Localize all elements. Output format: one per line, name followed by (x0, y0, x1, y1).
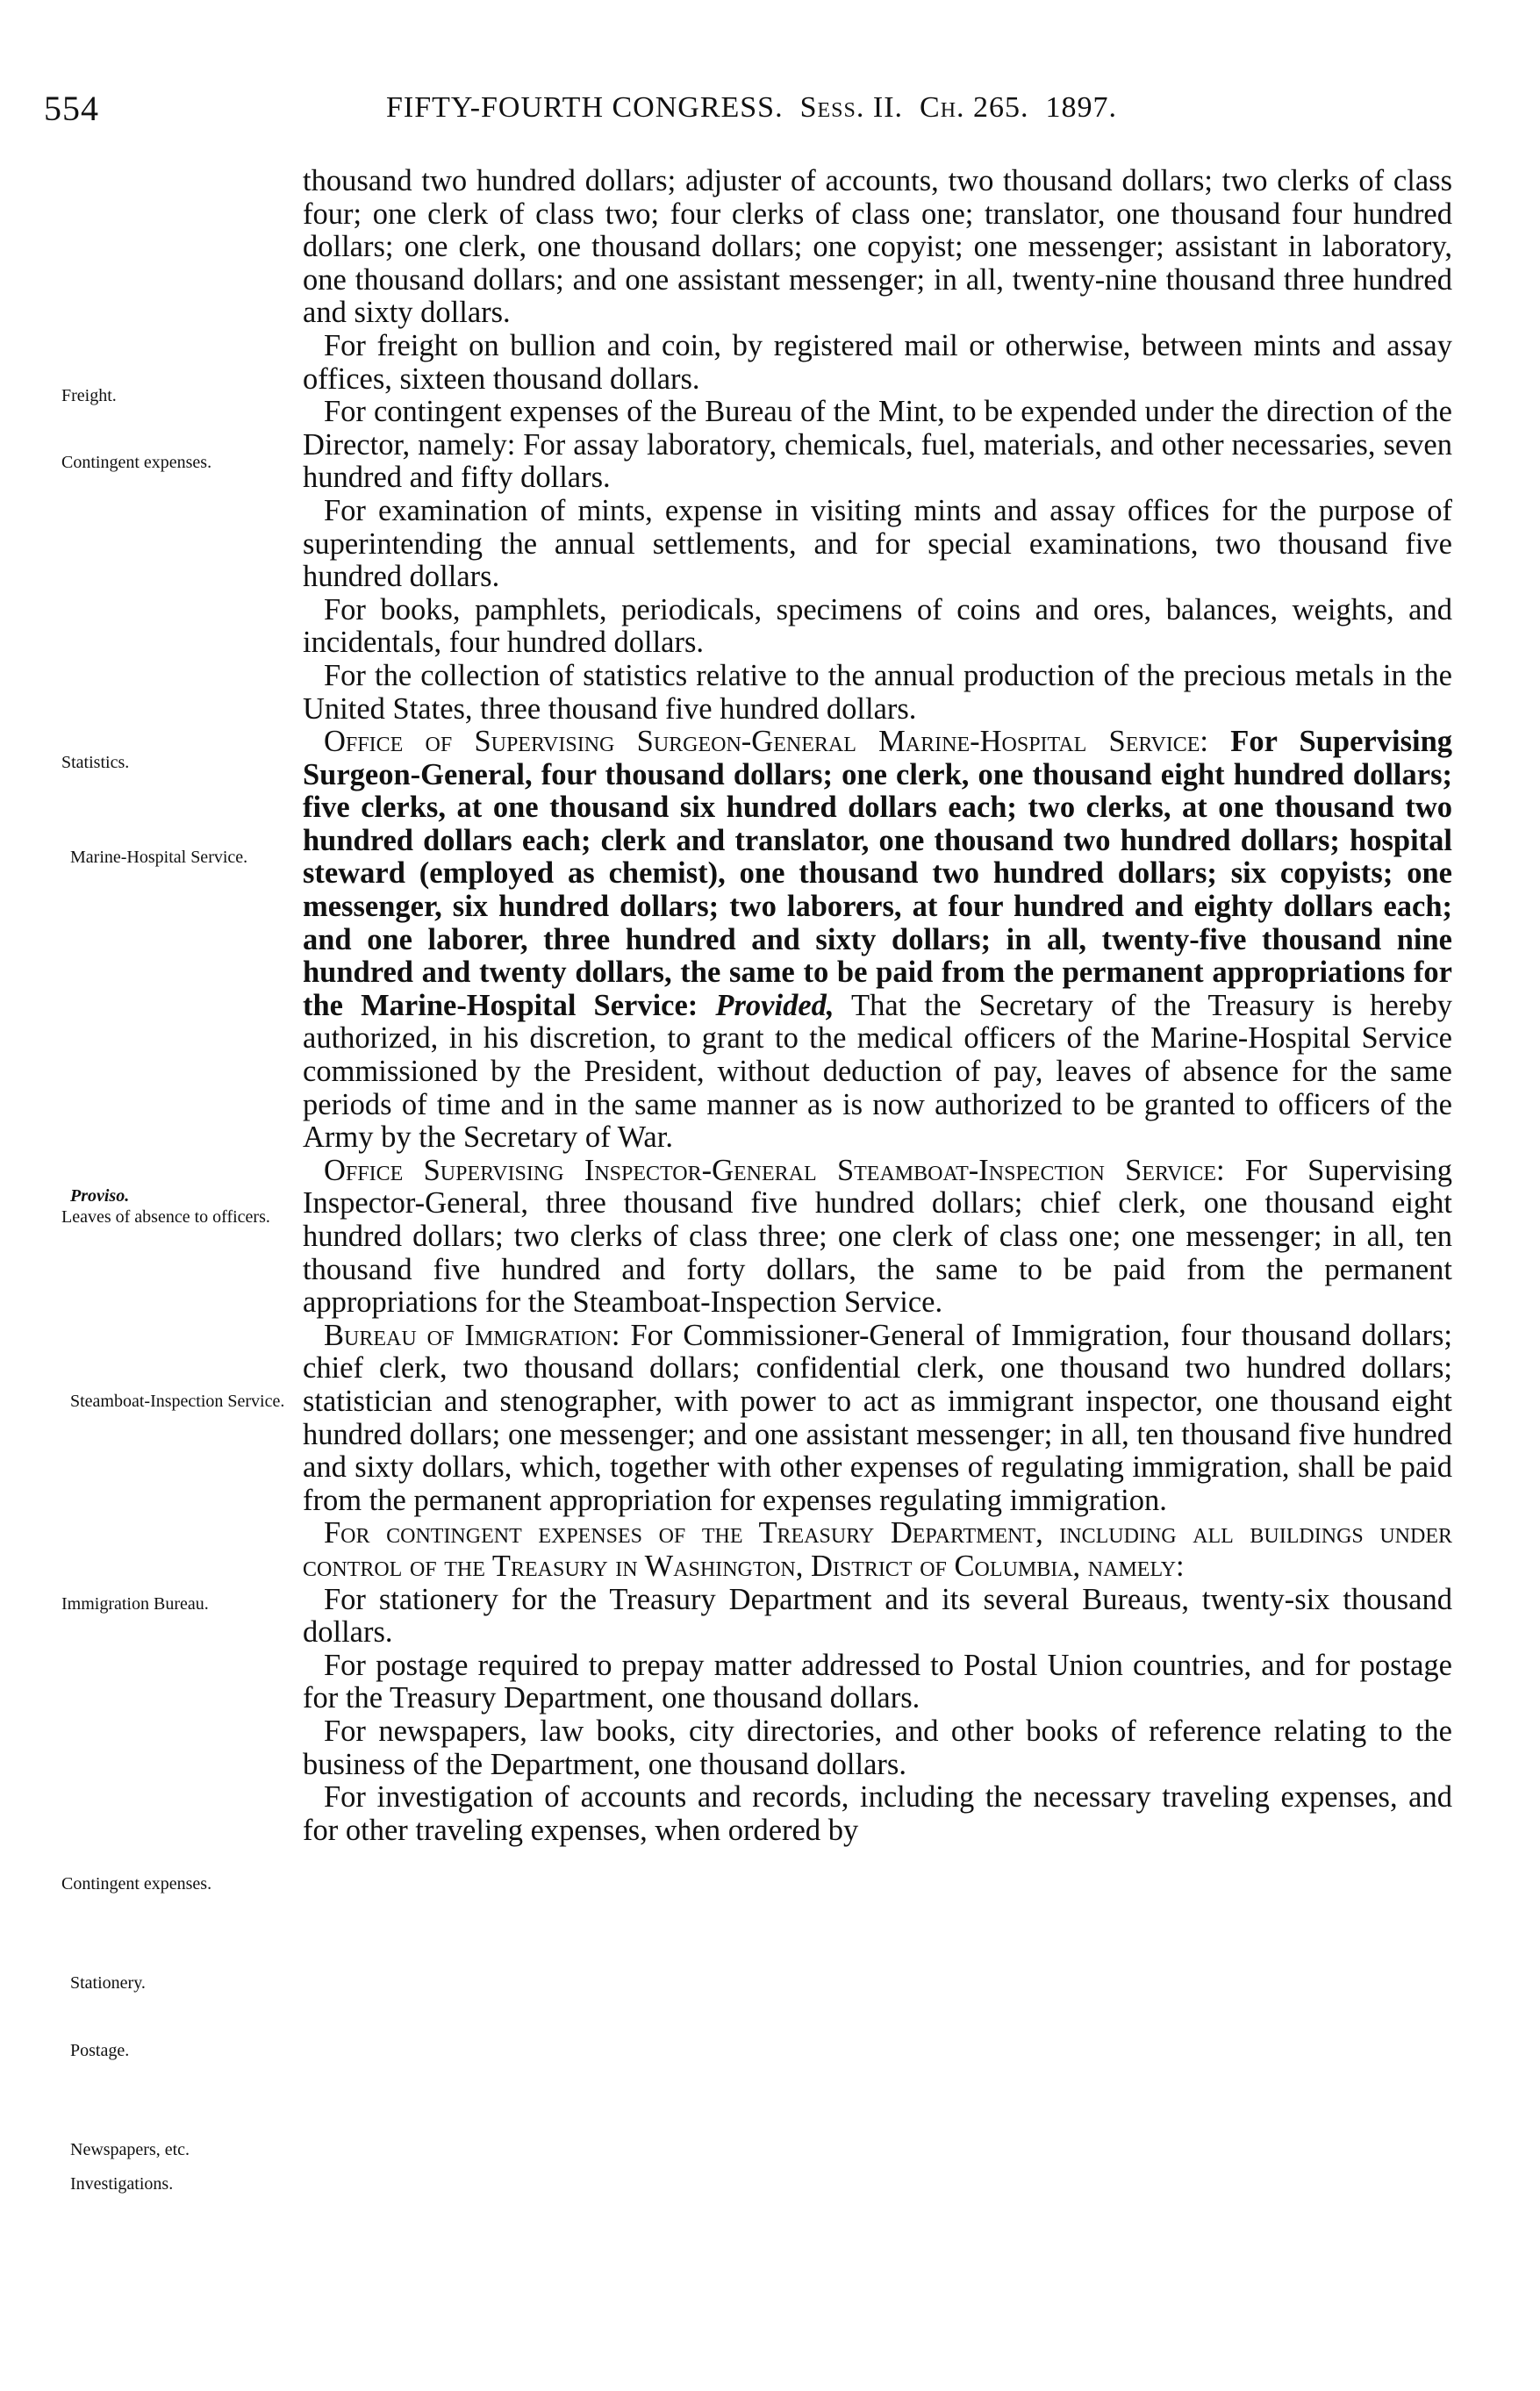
margin-note-marine-hospital: Marine-Hospital Service. (70, 848, 248, 867)
page-number: 554 (44, 89, 99, 128)
margin-note-freight: Freight. (61, 386, 117, 405)
paragraph-steamboat-inspection (303, 1155, 1452, 1320)
paragraph-contingent-mint: For contingent expenses of the Bureau of the Mint, to be expended under the direction of the Director, namely: For assay laboratory, chemicals, fuel, materials, and other necessaries, seven hundred and fifty dollars. (303, 395, 1452, 495)
main-text-column (303, 165, 1452, 1847)
paragraph-postage: For postage required to prepay matter addressed to Postal Union countries, and for postage for the Treasury Department, one thousand dollars. (303, 1648, 1452, 1715)
paragraph-examination-of-mints: For examination of mints, expense in visiting mints and assay offices for the purpose of superintending the annual settlements, and for special examinations, two thousand five hundred dollars. (303, 493, 1452, 594)
margin-note-steamboat: Steamboat-Inspection Service. (70, 1392, 285, 1411)
steamboat-text: For Supervising Inspector-General, three thousand five hundred dollars; chief clerk, one thousand eight hundred dollars; two clerks of class three; one clerk of class one; one messenger; in all, ten thousand five hundred and forty dollars, the same to be paid from the permanent appropriations for the Steamboat-Inspection Service. (303, 1153, 1452, 1320)
immigration-heading: Bureau of Immigration: (324, 1318, 620, 1352)
margin-note-investigations: Investigations. (70, 2174, 174, 2194)
paragraph-mint-salaries: thousand two hundred dollars; adjuster of accounts, two thousand dollars; two clerks of class four; one clerk of class two; four clerks of class one; translator, one thousand four hundred dollars; one clerk, one thousand dollars; one copyist; one messenger; assistant in laboratory, one thousand dollars; and one assistant messenger; in all, twenty-nine thousand three hundred and sixty dollars. (303, 164, 1452, 330)
margin-note-contingent-expenses-2: Contingent expenses. (61, 1874, 212, 1893)
proviso-text: That the Secretary of the Treasury is hereby authorized, in his discretion, to grant to the medical officers of the Marine-Hospital Service commissioned by the President, without deduction of pay, leaves of absence for the same periods of time and in the same manner as is now authorized to be granted to officers of the Army by the Secretary of War. (303, 988, 1452, 1155)
margin-note-newspapers: Newspapers, etc. (70, 2140, 190, 2159)
margin-note-statistics: Statistics. (61, 753, 130, 772)
paragraph-contingent-treasury: For contingent expenses of the Treasury Department, including all buildings under control of the Treasury in Washington, District of Columbia, namely: (303, 1516, 1452, 1583)
steamboat-heading: Office Supervising Inspector-General Steamboat-Inspection Service: (324, 1153, 1225, 1187)
chapter-label: Ch. 265. (920, 91, 1029, 124)
paragraph-statistics: For the collection of statistics relative to the annual production of the precious metals in the United States, three thousand five hundred dollars. (303, 658, 1452, 726)
running-head-title (386, 91, 1117, 125)
margin-note-immigration: Immigration Bureau. (61, 1594, 209, 1614)
year-label: 1897. (1045, 91, 1118, 124)
proviso-provided: Provided, (715, 988, 834, 1022)
paragraph-immigration (303, 1320, 1452, 1518)
margin-note-leaves-of-absence: Leaves of absence to officers. (61, 1207, 270, 1227)
immigration-text: For Commissioner-General of Immigration, four thousand dollars; chief clerk, two thousand dollars; confidential clerk, one thousand two hundred dollars; statistician and stenographer, with power to act as immigrant inspector, one thousand eight hundred dollars; one messenger; and one assistant messenger; in all, ten thousand five hundred and sixty dollars, which, together with other expenses of regulating immigration, shall be paid from the permanent appropriation for expenses regulating immigration. (303, 1318, 1452, 1517)
margin-note-contingent-expenses: Contingent expenses. (61, 453, 212, 472)
session-label: Sess. II. (799, 91, 904, 124)
margin-note-stationery: Stationery. (70, 1973, 146, 1993)
paragraph-newspapers: For newspapers, law books, city directories, and other books of reference relating to the business of the Department, one thousand dollars. (303, 1714, 1452, 1781)
marine-hospital-heading: Office of Supervising Surgeon-General Marine-Hospital Service: (324, 725, 1209, 759)
paragraph-books-pamphlets: For books, pamphlets, periodicals, specimens of coins and ores, balances, weights, and incidentals, four hundred dollars. (303, 592, 1452, 660)
paragraph-stationery: For stationery for the Treasury Department and its several Bureaus, twenty-six thousand dollars. (303, 1582, 1452, 1650)
margin-note-proviso: Proviso. (70, 1186, 130, 1206)
congress-title: FIFTY-FOURTH CONGRESS. (386, 91, 784, 124)
marine-hospital-salaries: For Supervising Surgeon-General, four thousand dollars; one clerk, one thousand eight hundred dollars; five clerks, at one thousand six hundred dollars each; two clerks, at one thousand two hundred dollars each; clerk and translator, one thousand two hundred dollars; hospital steward (employed as chemist), one thousand two hundred dollars; six copyists; one messenger, six hundred dollars; two laborers, at four hundred and eighty dollars each; and one laborer, three hundred and sixty dollars; in all, twenty-five thousand nine hundred and twenty dollars, the same to be paid from the permanent appropriations for the Marine-Hospital Service: (303, 725, 1453, 1022)
margin-note-postage: Postage. (70, 2041, 130, 2060)
paragraph-investigations: For investigation of accounts and records, including the necessary traveling expenses, and for other traveling expenses, when ordered by (303, 1780, 1452, 1847)
paragraph-marine-hospital (303, 726, 1452, 1155)
running-header (0, 88, 1540, 140)
paragraph-freight: For freight on bullion and coin, by registered mail or otherwise, between mints and assay offices, sixteen thousand dollars. (303, 328, 1452, 396)
